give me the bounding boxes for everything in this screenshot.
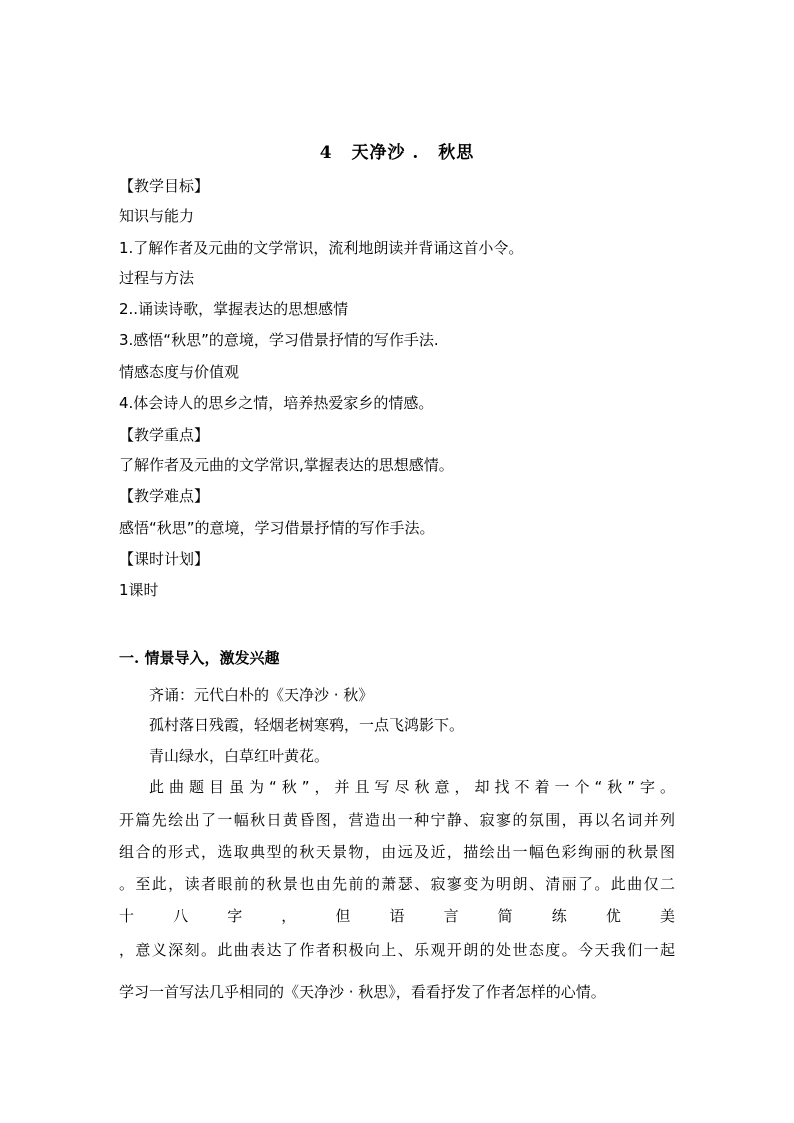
paragraph-line-3: 组合的形式，选取典型的秋天景物，由远及近，描绘出一幅色彩绚丽的秋景图 bbox=[119, 843, 675, 861]
objective-item-3: 3.感悟“秋思”的意境，学习借景抒情的写作手法. bbox=[119, 331, 439, 349]
paragraph-char: 十 bbox=[119, 907, 135, 925]
paragraph-char: 字 bbox=[227, 907, 243, 925]
objective-item-1: 1.了解作者及元曲的文学常识，流利地朗读并背诵这首小令。 bbox=[119, 239, 524, 257]
paragraph-char: 语 bbox=[389, 907, 405, 925]
knowledge-heading: 知识与能力 bbox=[119, 207, 195, 225]
emotion-heading: 情感态度与价值观 bbox=[119, 363, 240, 381]
section-1-heading: 一. 情景导入，激发兴趣 bbox=[119, 649, 280, 667]
objective-item-2: 2..诵读诗歌，掌握表达的思想感情 bbox=[119, 300, 349, 318]
difficulties-heading: 【教学难点】 bbox=[119, 487, 210, 505]
schedule-heading: 【课时计划】 bbox=[119, 550, 210, 568]
paragraph-char: 优 bbox=[605, 907, 621, 925]
schedule-text: 1课时 bbox=[119, 581, 159, 599]
poem-line-1: 孤村落日残霞，轻烟老树寒鸦，一点飞鸿影下。 bbox=[149, 716, 465, 734]
title-number: 4 bbox=[319, 143, 333, 163]
page-title bbox=[0, 138, 794, 163]
objective-item-4: 4.体会诗人的思乡之情，培养热爱家乡的情感。 bbox=[119, 394, 434, 412]
poem-line-2: 青山绿水，白草红叶黄花。 bbox=[149, 747, 330, 765]
paragraph-line-2: 开篇先绘出了一幅秋日黄昏图，营造出一种宁静、寂寥的氛围，再以名词并列 bbox=[119, 811, 675, 829]
paragraph-char: 但 bbox=[335, 907, 351, 925]
paragraph-char: ， bbox=[281, 907, 297, 925]
recite-line: 齐诵：元代白朴的《天净沙 · 秋》 bbox=[149, 686, 374, 704]
paragraph-line-1: 此曲题目虽为“秋”，并且写尽秋意，却找不着一个“秋”字。 bbox=[149, 778, 675, 796]
paragraph-line-7: 学习一首写法几乎相同的《天净沙 · 秋思》，看看抒发了作者怎样的心情。 bbox=[119, 983, 606, 1001]
title-subtitle: 秋思 bbox=[438, 143, 475, 163]
objectives-heading: 【教学目标】 bbox=[119, 177, 210, 195]
title-name: 天净沙 . bbox=[351, 143, 420, 163]
paragraph-char: 言 bbox=[443, 907, 459, 925]
paragraph-char: 八 bbox=[173, 907, 189, 925]
paragraph-char: 美 bbox=[659, 907, 675, 925]
paragraph-line-6: ，意义深刻。此曲表达了作者积极向上、乐观开朗的处世态度。今天我们一起 bbox=[119, 941, 675, 959]
key-points-text: 了解作者及元曲的文学常识,掌握表达的思想感情。 bbox=[119, 456, 454, 474]
paragraph-char: 简 bbox=[497, 907, 513, 925]
paragraph-line-4: 。至此，读者眼前的秋景也由先前的萧瑟、寂寥变为明朗、清丽了。此曲仅二 bbox=[119, 875, 675, 893]
paragraph-line-5 bbox=[119, 906, 675, 926]
process-heading: 过程与方法 bbox=[119, 269, 195, 287]
key-points-heading: 【教学重点】 bbox=[119, 426, 210, 444]
difficulties-text: 感悟“秋思”的意境，学习借景抒情的写作手法。 bbox=[119, 519, 435, 537]
paragraph-char: 练 bbox=[551, 907, 567, 925]
